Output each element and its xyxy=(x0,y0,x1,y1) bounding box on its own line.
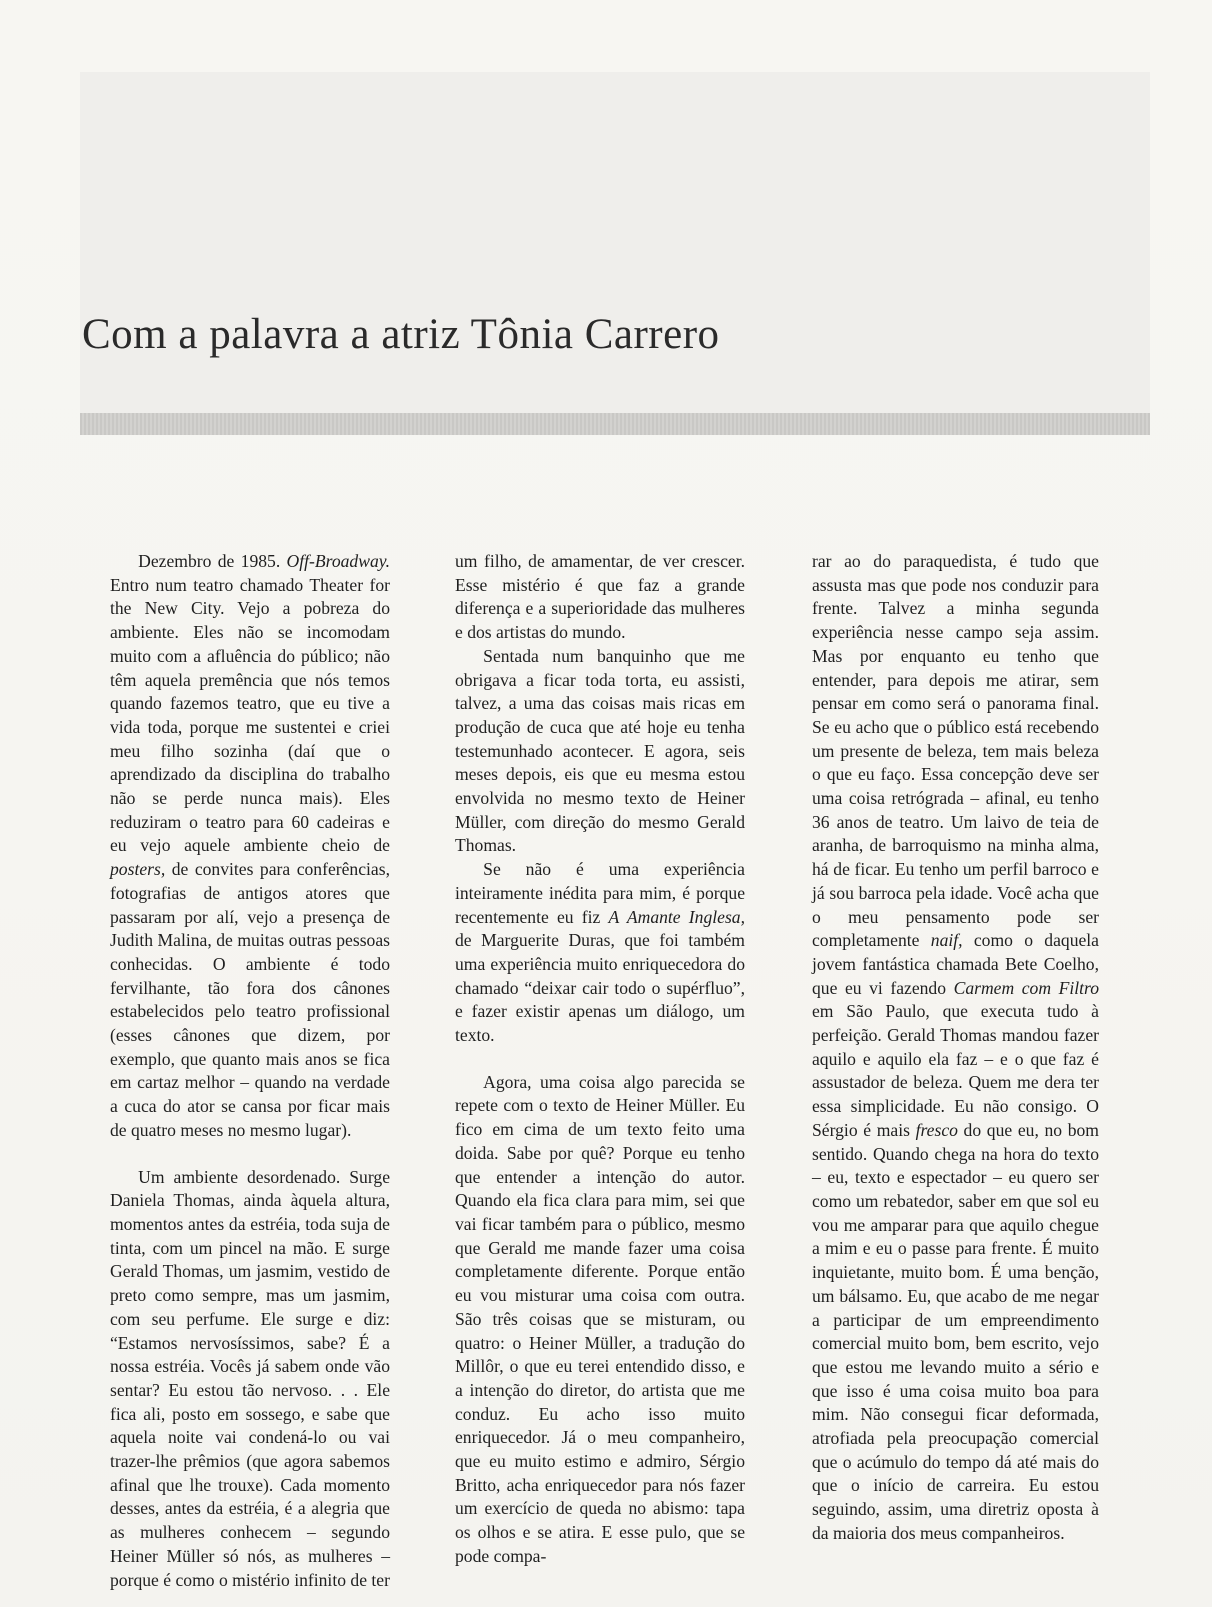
italic-text: Carmem com Filtro xyxy=(953,977,1099,998)
italic-text: posters, xyxy=(110,859,166,880)
text-run: Dezembro de 1985. xyxy=(138,551,287,571)
text-column-2 xyxy=(455,550,745,1569)
paragraph xyxy=(812,550,1099,1546)
text-column-1 xyxy=(110,550,390,1592)
paragraph: um filho, de amamentar, de ver crescer. Esse mistério é que faz a grande diferença e a superioridade das mulheres e dos artistas do mundo. xyxy=(455,551,745,643)
text-run: rar ao do paraquedista, é tudo que assusta mas que pode nos conduzir para frente. Talvez a minha segunda experiência nesse campo seja assim. Mas por enquanto eu tenho que entender, para depois me atirar, sem pensar em como será o panorama final. Se eu acho que o público está recebendo um presente de beleza, tem mais beleza o que eu faço. Essa concepção deve ser uma coisa retrógrada – afinal, eu tenho 36 anos de teatro. Um laivo de teia de aranha, de barroquismo na minha alma, há de ficar. Eu tenho um perfil barroco e já sou barroca pela idade. Você acha que o meu pensamento pode ser completamente xyxy=(812,551,1099,951)
italic-text: Off-Broadway. xyxy=(286,551,390,571)
paragraph xyxy=(455,858,745,1048)
header-panel xyxy=(80,72,1150,417)
paragraph: Um ambiente desordenado. Surge Daniela Thomas, ainda àquela altura, momentos antes da estréia, toda suja de tinta, com um pincel na mão. E surge Gerald Thomas, um jasmim, vestido de preto como sempre, mas um jasmim, com seu perfume. Ele surge e diz: “Estamos nervosíssimos, sabe? É a nossa estréia. Vocês já sabem onde vão sentar? Eu estou tão nervoso. . . Ele fica ali, posto em sossego, e sabe que aquela noite vai condená-lo ou vai trazer-lhe prêmios (que agora sabemos afinal que lhe trouxe). Cada momento desses, antes da estréia, é a alegria que as mulheres conhecem – segundo Heiner Müller só nós, as mulheres – porque é como o mistério infinito de ter xyxy=(110,1166,390,1590)
text-column-3 xyxy=(812,550,1099,1546)
text-run: como o daquela jovem fantástica chamada Bete Coelho, que eu vi fazendo xyxy=(812,930,1099,998)
italic-text: A Amante Inglesa, xyxy=(608,906,746,927)
paragraph: Sentada num banquinho que me obrigava a ficar toda torta, eu assisti, talvez, a uma das coisas mais ricas em produção de cuca que até hoje eu tenha testemunhado acontecer. E agora, seis meses depois, eis que eu mesma estou envolvida no mesmo texto de Heiner Müller, com direção do mesmo Gerald Thomas. xyxy=(455,645,745,856)
text-run: de Marguerite Duras, que foi também uma experiência muito enriquecedora do chamado “deixar cair todo o supérfluo”, e fazer existir apenas um diálogo, um texto. xyxy=(455,930,745,1046)
text-run: em São Paulo, que executa tudo à perfeição. Gerald Thomas mandou fazer aquilo e aquilo ela faz – e o que faz é assustador de beleza. Quem me dera ter essa simplicidade. Eu não consigo. O Sérgio é mais xyxy=(812,1001,1099,1140)
italic-text: fresco xyxy=(915,1119,958,1140)
text-run: do que eu, no bom sentido. Quando chega na hora do texto – eu, texto e espectador – eu quero ser como um rebatedor, saber em que sol eu vou me amparar para que aquilo chegue a mim e eu o passe para frente. É muito inquietante, muito bom. É uma benção, um bálsamo. Eu, que acabo de me negar a participar de um empreendimento comercial muito bom, bem escrito, vejo que estou me levando muito a sério e que isso é uma coisa muito boa para mim. Não consegui ficar deformada, atrofiada pela preocupação comercial que o acúmulo do tempo dá até mais do que o início de carreira. Eu estou seguindo, assim, uma diretriz oposta à da maioria dos meus companheiros. xyxy=(812,1119,1099,1543)
article-title: Com a palavra a atriz Tônia Carrero xyxy=(82,311,720,358)
text-run: Se não é uma experiência inteiramente inédita para mim, é porque recentemente eu fiz xyxy=(455,859,745,927)
header-rule-bar xyxy=(80,413,1150,435)
italic-text: naif, xyxy=(930,930,963,951)
text-run: de convites para conferências, fotografias de antigos atores que passaram por alí, vejo a presença de Judith Malina, de muitas outras pessoas conhecidas. O ambiente é todo fervilhante, tão fora dos cânones estabelecidos pelo teatro profissional (esses cânones que dizem, por exemplo, que quanto mais anos se fica em cartaz melhor – quando na verdade a cuca do ator se cansa por ficar mais de quatro meses no mesmo lugar). xyxy=(110,859,390,1140)
paragraph xyxy=(110,550,390,1143)
text-run: Entro num teatro chamado Theater for the New City. Vejo a pobreza do ambiente. Eles não se incomodam muito com a afluência do público; não têm aquela premência que nós temos quando fazemos teatro, que eu tive a vida toda, porque me sustentei e criei meu filho sozinha (daí que o aprendizado da disciplina do trabalho não se perde nunca mais). Eles reduziram o teatro para 60 cadeiras e eu vejo aquele ambiente cheio de xyxy=(110,574,390,856)
paragraph: Agora, uma coisa algo parecida se repete com o texto de Heiner Müller. Eu fico em cima de um texto feito uma doida. Sabe por quê? Porque eu tenho que entender a intenção do autor. Quando ela fica clara para mim, sei que vai ficar também para o público, mesmo que Gerald me mande fazer uma coisa completamente diferente. Porque então eu vou misturar uma coisa com outra. São três coisas que se misturam, ou quatro: o Heiner Müller, a tradução do Millôr, o que eu terei entendido disso, e a intenção do diretor, do artista que me conduz. Eu acho isso muito enriquecedor. Já o meu companheiro, que eu muito estimo e admiro, Sérgio Britto, acha enriquecedor para nós fazer um exercício de queda no abismo: tapa os olhos e se atira. E esse pulo, que se pode compa- xyxy=(455,1071,745,1566)
